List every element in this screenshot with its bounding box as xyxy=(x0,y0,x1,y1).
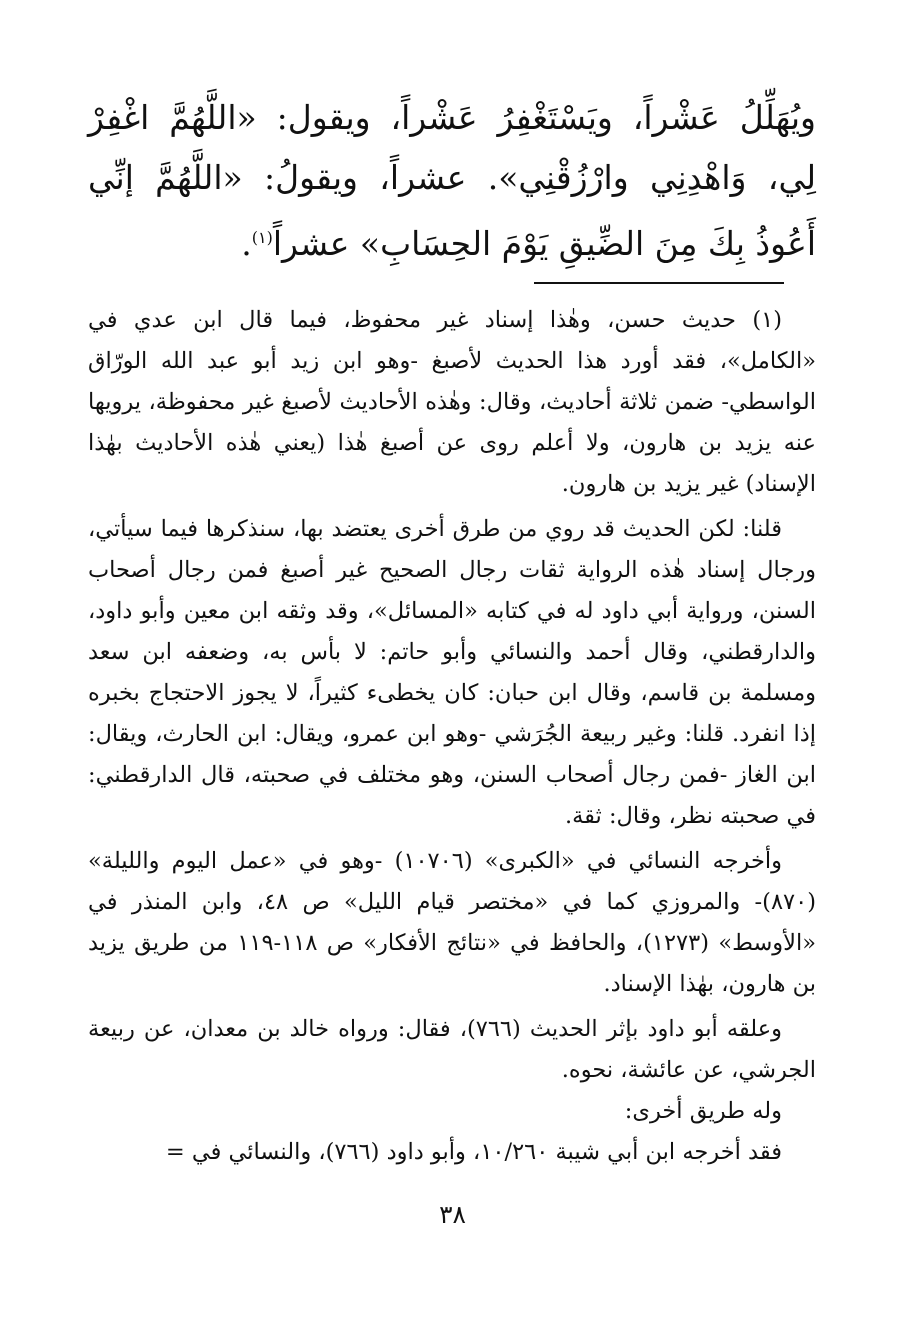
footnote-paragraph-6: فقد أخرجه ابن أبي شيبة ١٠/٢٦٠، وأبو داود (٧٦٦)، والنسائي في = xyxy=(165,1139,782,1165)
footnote-paragraph-3: وأخرجه النسائي في «الكبرى» (١٠٧٠٦) -وهو في «عمل اليوم والليلة» (٨٧٠)- والمروزي كما في «مختصر قيام الليل» ص ٤٨، وابن المنذر في «الأوسط» (١٢٧٣)، والحافظ في «نتائج الأفكار» ص ١١٨-١١٩ من طريق يزيد بن هارون، بهٰذا الإسناد. xyxy=(88,848,817,997)
main-paragraph-end: . xyxy=(241,224,252,263)
footnote-paragraph-2: قلنا: لكن الحديث قد روي من طرق أخرى يعتضد بها، سنذكرها فيما سيأتي، ورجال إسناد هٰذه الرواية ثقات رجال الصحيح غير أصبغ فمن رجال أصحاب السنن، ورواية أبي داود له في كتابه «المسائل»، وقد وثقه ابن معين وأبو داود، والدارقطني، وقال أحمد والنسائي وأبو حاتم: لا بأس به، وضعفه ابن سعد ومسلمة بن قاسم، وقال ابن حبان: كان يخطىء كثيراً، لا يجوز الاحتجاج بخبره إذا انفرد. قلنا: وغير ربيعة الجُرَشي -وهو ابن عمرو، ويقال: ابن الحارث، ويقال: ابن الغاز -فمن رجال أصحاب السنن، وهو مختلف في صحبته، قال الدارقطني: في صحبته نظر، وقال: ثقة. xyxy=(88,516,816,829)
footnote-reference: (١) xyxy=(251,228,273,247)
page-number: ٣٨ xyxy=(439,1200,466,1229)
footnote-separator xyxy=(534,282,784,284)
footnotes-section xyxy=(88,300,816,1173)
main-paragraph-text: ويُهَلِّلُ عَشْراً، ويَسْتَغْفِرُ عَشْراً، ويقول: «اللَّهُمَّ اغْفِرْ لِي، وَاهْدِنِي وارْزُقْنِي». عشراً، ويقولُ: «اللَّهُمَّ إنِّي أَعُوذُ بِكَ مِنَ الضِّيقِ يَوْمَ الحِسَابِ» عشراً xyxy=(88,98,816,263)
main-text xyxy=(88,88,816,274)
footnote-1: (١) حديث حسن، وهٰذا إسناد غير محفوظ، فيما قال ابن عدي في «الكامل»، فقد أورد هذا الحديث لأصبغ -وهو ابن زيد أبو عبد الله الورّاق الواسطي- ضمن ثلاثة أحاديث، وقال: وهٰذه الأحاديث لأصبغ غير محفوظة، يرويها عنه يزيد بن هارون، ولا أعلم روى عن أصبغ هٰذا (يعني هٰذه الأحاديث بهٰذا الإسناد) غير يزيد بن هارون. xyxy=(88,307,816,497)
footnote-paragraph-5: وله طريق أخرى: xyxy=(624,1098,782,1124)
main-paragraph xyxy=(88,88,816,274)
footnote-paragraph-4: وعلقه أبو داود بإثر الحديث (٧٦٦)، فقال: ورواه خالد بن معدان، عن ربيعة الجرشي، عن عائشة، نحوه. xyxy=(88,1016,816,1083)
